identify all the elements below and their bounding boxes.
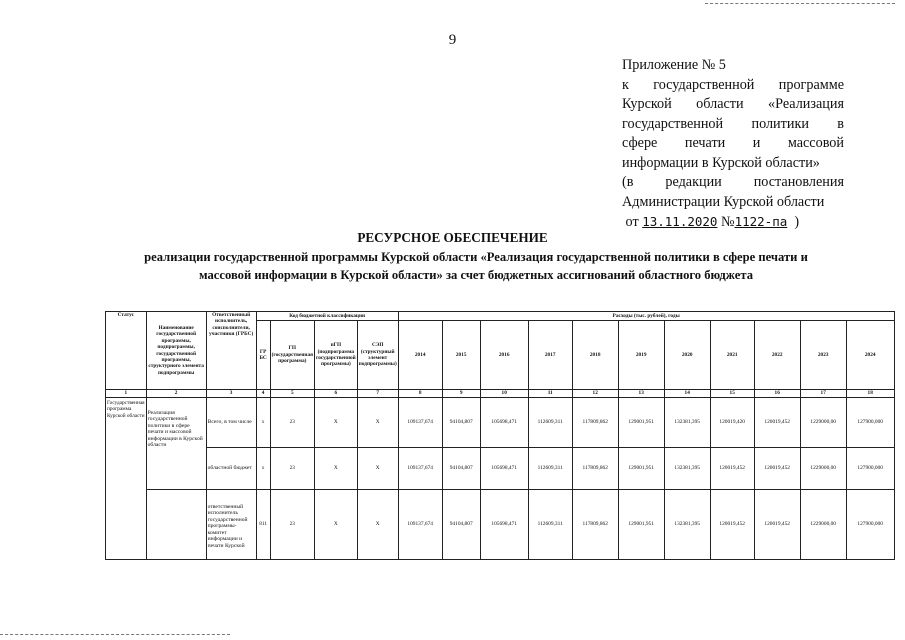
value-cell: 94104,807 [442, 398, 480, 448]
header-kbk-pgp: пГП (подпрограмма государственной программы) [314, 321, 357, 390]
header-year: 2022 [754, 321, 800, 390]
appendix-line: Администрации Курской области [622, 193, 825, 210]
responsible-cell: Всего, в том числе [206, 398, 256, 448]
close-paren: ) [794, 214, 800, 230]
value-cell: 105698,471 [480, 490, 528, 560]
value-cell: 117809,862 [572, 448, 618, 490]
date-prefix: от [625, 214, 639, 230]
grbs-cell: х [256, 398, 270, 448]
table-row [106, 398, 895, 448]
scan-artifact-line [705, 3, 895, 4]
pgp-cell: Х [314, 490, 357, 560]
value-cell: 109137,674 [398, 448, 442, 490]
gp-cell: 23 [270, 448, 314, 490]
value-cell: 112609,311 [528, 490, 572, 560]
value-cell: 129001,951 [618, 490, 664, 560]
page-number: 9 [448, 32, 457, 48]
appendix-line: сфере печати и массовой [622, 135, 844, 151]
value-cell: 112609,311 [528, 398, 572, 448]
header-name: Наименование государственной программы, подпрограммы, государственной программы, структурного элемента подпрограммы [146, 312, 206, 390]
header-kbk: Код бюджетной классификации [256, 312, 398, 321]
header-year: 2024 [846, 321, 894, 390]
value-cell: 132381,395 [664, 398, 710, 448]
column-number: 10 [480, 390, 528, 398]
value-cell: 1229000,00 [800, 398, 846, 448]
value-cell: 120019,452 [754, 398, 800, 448]
column-number: 12 [572, 390, 618, 398]
column-number: 3 [206, 390, 256, 398]
header-expenses: Расходы (тыс. рублей), годы [398, 312, 894, 321]
value-cell: 117809,862 [572, 490, 618, 560]
column-number: 17 [800, 390, 846, 398]
responsible-cell: ответственный исполнитель государственной программы-комитет информации и печати Курской [206, 490, 256, 560]
column-number: 6 [314, 390, 357, 398]
header-year: 2020 [664, 321, 710, 390]
grbs-cell: 811 [256, 490, 270, 560]
sep-cell: Х [357, 398, 398, 448]
value-cell: 120019,452 [710, 448, 754, 490]
value-cell: 127900,000 [846, 490, 894, 560]
responsible-cell: областной бюджет [206, 448, 256, 490]
sep-cell: Х [357, 490, 398, 560]
value-cell: 127900,000 [846, 398, 894, 448]
empty-name-cell [146, 490, 206, 560]
value-cell: 112609,311 [528, 448, 572, 490]
column-number: 15 [710, 390, 754, 398]
header-kbk-gp: ГП (государственная программа) [270, 321, 314, 390]
status-cell: Государственная программа Курской области [106, 398, 147, 560]
value-cell: 120019,452 [710, 490, 754, 560]
column-number: 14 [664, 390, 710, 398]
column-number: 9 [442, 390, 480, 398]
value-cell: 94104,807 [442, 490, 480, 560]
value-cell: 132381,395 [664, 490, 710, 560]
subtitle-line-2: массовой информации в Курской области» за счет бюджетных ассигнований областного бюджета [199, 268, 753, 282]
column-number: 5 [270, 390, 314, 398]
value-cell: 109137,674 [398, 398, 442, 448]
header-year: 2015 [442, 321, 480, 390]
value-cell: 120019,452 [754, 490, 800, 560]
appendix-line: информации в Курской области» [622, 154, 820, 171]
header-kbk-grbs: ГР БС [256, 321, 270, 390]
header-status: Статус [106, 312, 147, 390]
header-year: 2014 [398, 321, 442, 390]
value-cell: 1229000,00 [800, 490, 846, 560]
column-number: 4 [256, 390, 270, 398]
value-cell: 105698,471 [480, 448, 528, 490]
subtitle-line-1: реализации государственной программы Курской области «Реализация государственной политики в сфере печати и [144, 250, 808, 264]
appendix-line: Приложение № 5 [622, 57, 726, 73]
header-kbk-sep: СЭП (структурный элемент подпрограммы) [357, 321, 398, 390]
sep-cell: Х [357, 448, 398, 490]
appendix-line: государственной политики в [622, 115, 844, 132]
value-cell: 120019,420 [710, 398, 754, 448]
appendix-line: к государственной программе [622, 76, 844, 93]
column-number: 11 [528, 390, 572, 398]
pgp-cell: Х [314, 398, 357, 448]
decree-date: 13.11.2020 [642, 214, 718, 229]
value-cell: 129001,951 [618, 398, 664, 448]
value-cell: 127900,000 [846, 448, 894, 490]
header-year: 2016 [480, 321, 528, 390]
table-row [106, 448, 895, 490]
scan-artifact-line [0, 634, 230, 635]
document-subtitle [100, 248, 852, 284]
appendix-line: Курской области «Реализация [622, 96, 844, 112]
gp-cell: 23 [270, 398, 314, 448]
column-number: 8 [398, 390, 442, 398]
table-row [106, 490, 895, 560]
column-number: 18 [846, 390, 894, 398]
header-year: 2019 [618, 321, 664, 390]
number-prefix: № [721, 214, 735, 230]
grbs-cell: х [256, 448, 270, 490]
resource-table [105, 311, 895, 560]
value-cell: 129001,951 [618, 448, 664, 490]
column-number: 7 [357, 390, 398, 398]
column-number: 13 [618, 390, 664, 398]
column-number: 2 [146, 390, 206, 398]
program-name-cell: Реализация государственной политики в сфере печати и массовой информации в Курской области [146, 398, 206, 490]
column-number: 1 [106, 390, 147, 398]
value-cell: 117809,862 [572, 398, 618, 448]
header-year: 2021 [710, 321, 754, 390]
header-year: 2023 [800, 321, 846, 390]
appendix-block [622, 56, 844, 233]
header-year: 2018 [572, 321, 618, 390]
value-cell: 120019,452 [754, 448, 800, 490]
header-responsible: Ответственный исполнитель, соисполнители, участники (ГРБС) [206, 312, 256, 390]
value-cell: 1229000,00 [800, 448, 846, 490]
header-year: 2017 [528, 321, 572, 390]
document-title: РЕСУРСНОЕ ОБЕСПЕЧЕНИЕ [357, 230, 548, 245]
value-cell: 109137,674 [398, 490, 442, 560]
gp-cell: 23 [270, 490, 314, 560]
value-cell: 132381,395 [664, 448, 710, 490]
value-cell: 105698,471 [480, 398, 528, 448]
pgp-cell: Х [314, 448, 357, 490]
column-number: 16 [754, 390, 800, 398]
value-cell: 94104,807 [442, 448, 480, 490]
appendix-line: (в редакции постановления [622, 174, 844, 190]
decree-number: 1122-па [734, 214, 788, 229]
